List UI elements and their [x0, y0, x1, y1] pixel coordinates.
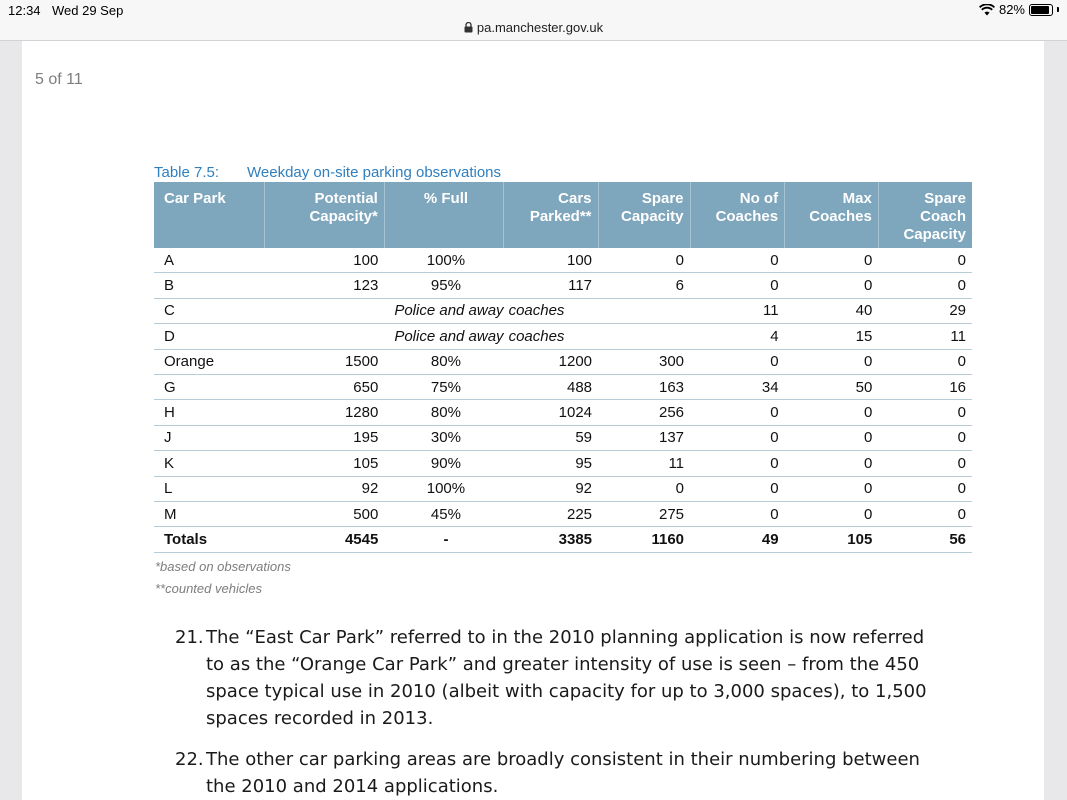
paragraph-number: 21. [175, 627, 204, 648]
col-header-max-coaches: Max Coaches [785, 182, 879, 248]
cell-max-coaches: 15 [785, 324, 879, 349]
cell-max-coaches: 50 [785, 374, 879, 399]
table-row [154, 349, 972, 374]
cell-spare-coach: 29 [878, 298, 972, 323]
battery-tip [1057, 7, 1059, 12]
table-number: Table 7.5: [154, 164, 220, 181]
col-header-spare-coach-capacity: Spare Coach Capacity [878, 182, 972, 248]
col-header-cars-parked: Cars Parked** [504, 182, 598, 248]
table-row [154, 425, 972, 450]
cell-capacity: 92 [265, 476, 385, 501]
cell-capacity: 1280 [265, 400, 385, 425]
cell-parked: 100 [504, 248, 598, 273]
cell-spare-coach: 0 [878, 476, 972, 501]
paragraph-22 [175, 746, 935, 800]
cell-parked: 225 [504, 501, 598, 526]
cell-coaches: 0 [690, 476, 785, 501]
cell-parked: 95 [504, 451, 598, 476]
table-row [154, 451, 972, 476]
cell-full: - [384, 527, 503, 552]
cell-full: 45% [384, 501, 503, 526]
cell-max-coaches: 0 [785, 400, 879, 425]
cell-parked: 59 [504, 425, 598, 450]
cell-capacity: 123 [265, 273, 385, 298]
paragraph-21 [175, 624, 935, 732]
cell-max-coaches: 0 [785, 425, 879, 450]
col-header-potential-capacity: Potential Capacity* [265, 182, 385, 248]
cell-capacity: 500 [265, 501, 385, 526]
status-right [979, 2, 1059, 17]
totals-row [154, 527, 972, 552]
cell-note-left: Police and away [384, 298, 503, 323]
cell-max-coaches: 0 [785, 349, 879, 374]
cell-note-left: Police and away [384, 324, 503, 349]
col-header-car-park: Car Park [154, 182, 265, 248]
footnote-observations: *based on observations [155, 559, 291, 574]
cell-capacity [265, 324, 385, 349]
col-header-no-of-coaches: No of Coaches [690, 182, 785, 248]
cell-capacity: 1500 [265, 349, 385, 374]
cell-spare: 300 [598, 349, 690, 374]
cell-spare: 163 [598, 374, 690, 399]
cell-capacity: 100 [265, 248, 385, 273]
table-row [154, 476, 972, 501]
cell-note-right: coaches [504, 298, 598, 323]
cell-full: 100% [384, 248, 503, 273]
table-row [154, 248, 972, 273]
cell-spare [598, 324, 690, 349]
document-page [22, 41, 1044, 800]
cell-spare-coach: 0 [878, 501, 972, 526]
cell-max-coaches: 0 [785, 451, 879, 476]
paragraph-number: 22. [175, 749, 204, 770]
parking-table [154, 182, 972, 553]
cell-full: 80% [384, 400, 503, 425]
cell-capacity: 4545 [265, 527, 385, 552]
cell-car-park: A [154, 248, 265, 273]
table-caption [154, 164, 501, 181]
cell-max-coaches: 105 [785, 527, 879, 552]
paragraph-text: The “East Car Park” referred to in the 2010 planning application is now referred to as the “Orange Car Park” and greater intensity of use is seen – from the 450 space typical use in 2010 (albeit with capacity for up to 3,000 spaces), to 1,500 spaces recorded in 2013. [206, 627, 927, 729]
wifi-icon [979, 4, 995, 16]
cell-spare-coach: 0 [878, 425, 972, 450]
cell-spare-coach: 0 [878, 273, 972, 298]
cell-spare-coach: 16 [878, 374, 972, 399]
cell-spare-coach: 0 [878, 349, 972, 374]
cell-spare: 0 [598, 248, 690, 273]
cell-full: 90% [384, 451, 503, 476]
cell-coaches: 4 [690, 324, 785, 349]
cell-max-coaches: 0 [785, 248, 879, 273]
cell-coaches: 0 [690, 248, 785, 273]
cell-max-coaches: 0 [785, 273, 879, 298]
table-row [154, 501, 972, 526]
table-row [154, 374, 972, 399]
cell-spare: 0 [598, 476, 690, 501]
cell-parked: 3385 [504, 527, 598, 552]
address-bar[interactable] [0, 20, 1067, 41]
paragraph-text: The other car parking areas are broadly consistent in their numbering between the 2010 and 2014 applications. [206, 749, 920, 797]
table-row [154, 298, 972, 323]
cell-spare: 6 [598, 273, 690, 298]
cell-full: 30% [384, 425, 503, 450]
cell-max-coaches: 0 [785, 476, 879, 501]
cell-coaches: 11 [690, 298, 785, 323]
cell-capacity: 650 [265, 374, 385, 399]
table-row [154, 273, 972, 298]
cell-car-park: Orange [154, 349, 265, 374]
cell-spare: 1160 [598, 527, 690, 552]
cell-coaches: 0 [690, 451, 785, 476]
cell-full: 100% [384, 476, 503, 501]
cell-spare: 275 [598, 501, 690, 526]
cell-car-park: J [154, 425, 265, 450]
cell-car-park: C [154, 298, 265, 323]
cell-coaches: 49 [690, 527, 785, 552]
cell-coaches: 0 [690, 425, 785, 450]
cell-coaches: 0 [690, 400, 785, 425]
cell-parked: 92 [504, 476, 598, 501]
status-time: 12:34 [8, 3, 41, 18]
status-date: Wed 29 Sep [52, 3, 124, 18]
cell-totals-label: Totals [154, 527, 265, 552]
cell-car-park: G [154, 374, 265, 399]
cell-full: 95% [384, 273, 503, 298]
cell-spare-coach: 0 [878, 248, 972, 273]
cell-spare-coach: 0 [878, 451, 972, 476]
cell-coaches: 0 [690, 273, 785, 298]
cell-parked: 1024 [504, 400, 598, 425]
cell-spare [598, 298, 690, 323]
cell-parked: 1200 [504, 349, 598, 374]
cell-spare-coach: 11 [878, 324, 972, 349]
cell-spare: 11 [598, 451, 690, 476]
footnote-counted-vehicles: **counted vehicles [155, 581, 262, 596]
cell-car-park: L [154, 476, 265, 501]
lock-icon [464, 22, 473, 33]
cell-coaches: 0 [690, 501, 785, 526]
battery-percent: 82% [998, 2, 1025, 17]
cell-full: 80% [384, 349, 503, 374]
table-header-row [154, 182, 972, 248]
cell-max-coaches: 40 [785, 298, 879, 323]
cell-note-right: coaches [504, 324, 598, 349]
cell-capacity [265, 298, 385, 323]
table-row [154, 400, 972, 425]
cell-car-park: M [154, 501, 265, 526]
cell-car-park: H [154, 400, 265, 425]
cell-max-coaches: 0 [785, 501, 879, 526]
battery-icon [1029, 4, 1053, 16]
cell-parked: 488 [504, 374, 598, 399]
status-bar [0, 0, 1067, 20]
cell-parked: 117 [504, 273, 598, 298]
cell-car-park: D [154, 324, 265, 349]
page-indicator: 5 of 11 [35, 71, 83, 88]
table-row [154, 324, 972, 349]
cell-spare: 256 [598, 400, 690, 425]
cell-spare-coach: 0 [878, 400, 972, 425]
cell-coaches: 34 [690, 374, 785, 399]
table-title: Weekday on-site parking observations [247, 164, 502, 181]
col-header-spare-capacity: Spare Capacity [598, 182, 690, 248]
col-header-percent-full: % Full [384, 182, 503, 248]
cell-spare-coach: 56 [878, 527, 972, 552]
cell-capacity: 195 [265, 425, 385, 450]
cell-coaches: 0 [690, 349, 785, 374]
cell-car-park: K [154, 451, 265, 476]
cell-car-park: B [154, 273, 265, 298]
cell-full: 75% [384, 374, 503, 399]
url-text[interactable]: pa.manchester.gov.uk [476, 20, 604, 35]
cell-capacity: 105 [265, 451, 385, 476]
cell-spare: 137 [598, 425, 690, 450]
